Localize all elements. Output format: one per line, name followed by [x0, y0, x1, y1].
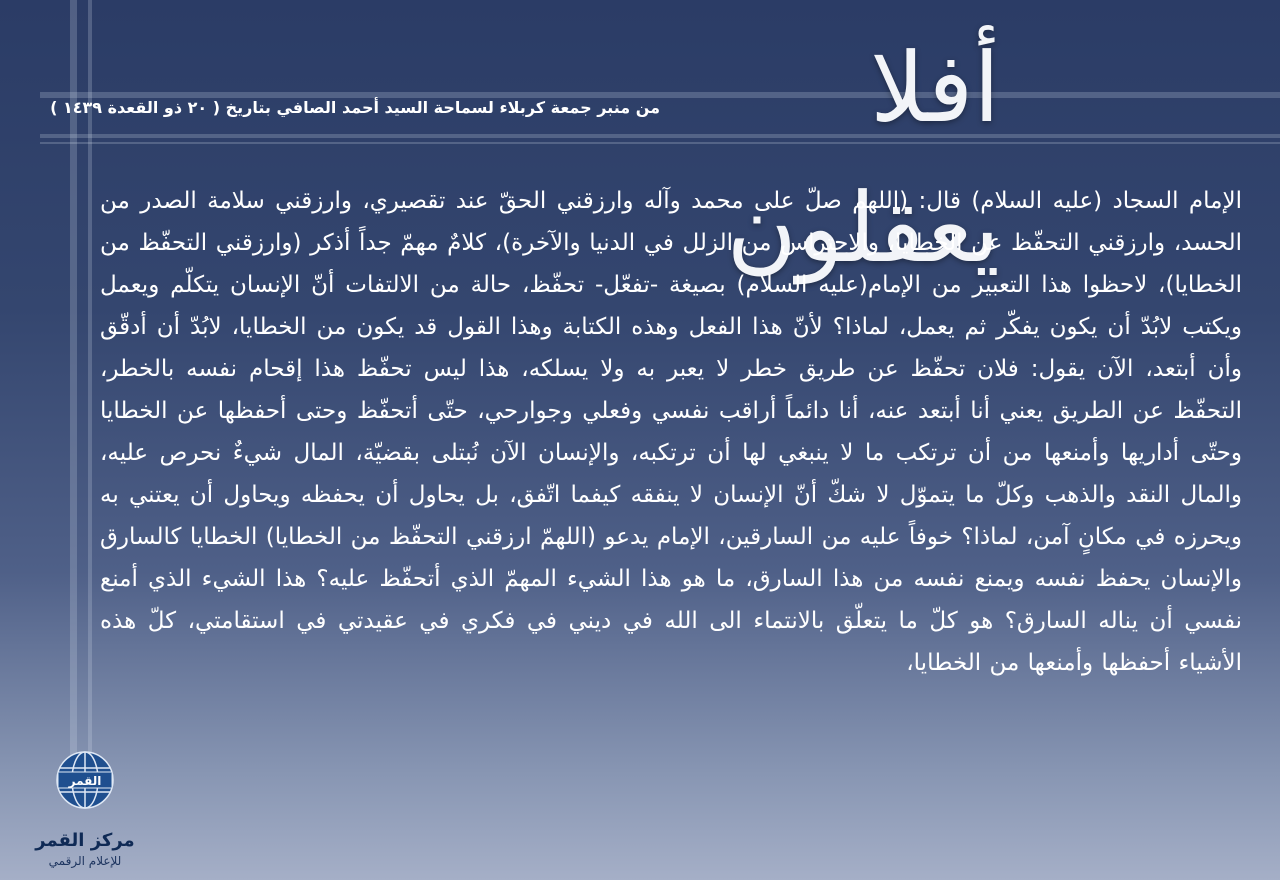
logo-tagline: للإعلام الرقمي	[48, 854, 122, 868]
globe-icon	[55, 750, 115, 810]
calligraphy-title	[670, 18, 1000, 284]
article-body: الإمام السجاد (عليه السلام) قال: (اللهم صلّ على محمد وآله وارزقني الحقّ عند تقصيري، وارزقني سلامة الصدر من الحسد، وارزقني التحفّظ عن الخطايا، والاحتراس من الزلل في الدنيا والآخرة)، كلامٌ مهمّ جداً أذكر (وارزقني التحفّظ من الخطايا)، لاحظوا هذا التعبير من الإمام(عليه السلام) بصيغة -تفعّل- تحفّظ، حالة من الالتفات أنّ الإنسان يتكلّم ويعمل ويكتب لابُدّ أن يكون يفكّر ثم يعمل، لماذا؟ لأنّ هذا الفعل وهذه الكتابة وهذا القول قد يكون من الخطايا، لابُدّ أن أدقّق وأن أبتعد، الآن يقول: فلان تحفّظ عن طريق خطر لا يعبر به ولا يسلكه، هذا ليس تحفّظ هذا إقحام نفسه بالخطر، التحفّظ عن الطريق يعني أنا أبتعد عنه، أنا دائماً أراقب نفسي وفعلي وجوارحي، حتّى أتحفّظ وحتى أحفظها عن الخطايا وحتّى أداريها وأمنعها من أن ترتكب ما لا ينبغي لها أن ترتكبه، والإنسان الآن نُبتلى بقضيّة، المال شيءٌ نحرص عليه، والمال النقد والذهب وكلّ ما يتموّل لا شكّ أنّ الإنسان لا ينفقه كيفما اتّفق، بل يحاول أن يحفظه ويحاول أن يعتني به ويحرزه في مكانٍ آمن، لماذا؟ خوفاً عليه من السارقين، الإمام يدعو (اللهمّ ارزقني التحفّظ من الخطايا) الخطايا كالسارق والإنسان يحفظ نفسه ويمنع نفسه من هذا السارق، ما هو هذا الشيء المهمّ الذي أتحفّظ عليه؟ هذا الشيء الذي أمنع نفسي أن يناله السارق؟ هو كلّ ما يتعلّق بالانتماء الى الله في ديني في فكري في عقيدتي في استقامتي، كلّ هذه الأشياء أحفظها وأمنعها من الخطايا،	[100, 188, 1242, 676]
page-title: أفلا يعقلون	[726, 32, 1000, 284]
logo-name: مركز القمر	[35, 830, 135, 851]
sermon-source-caption: من منبر جمعة كربلاء لسماحة السيد أحمد الصافي بتاريخ ( ٢٠ ذو القعدة ١٤٣٩ )	[50, 98, 660, 117]
frame-horizontal-line	[40, 134, 1280, 138]
brand-logo	[20, 748, 150, 878]
logo-emblem-text: القمر	[68, 774, 102, 788]
frame-horizontal-line	[40, 142, 1280, 144]
